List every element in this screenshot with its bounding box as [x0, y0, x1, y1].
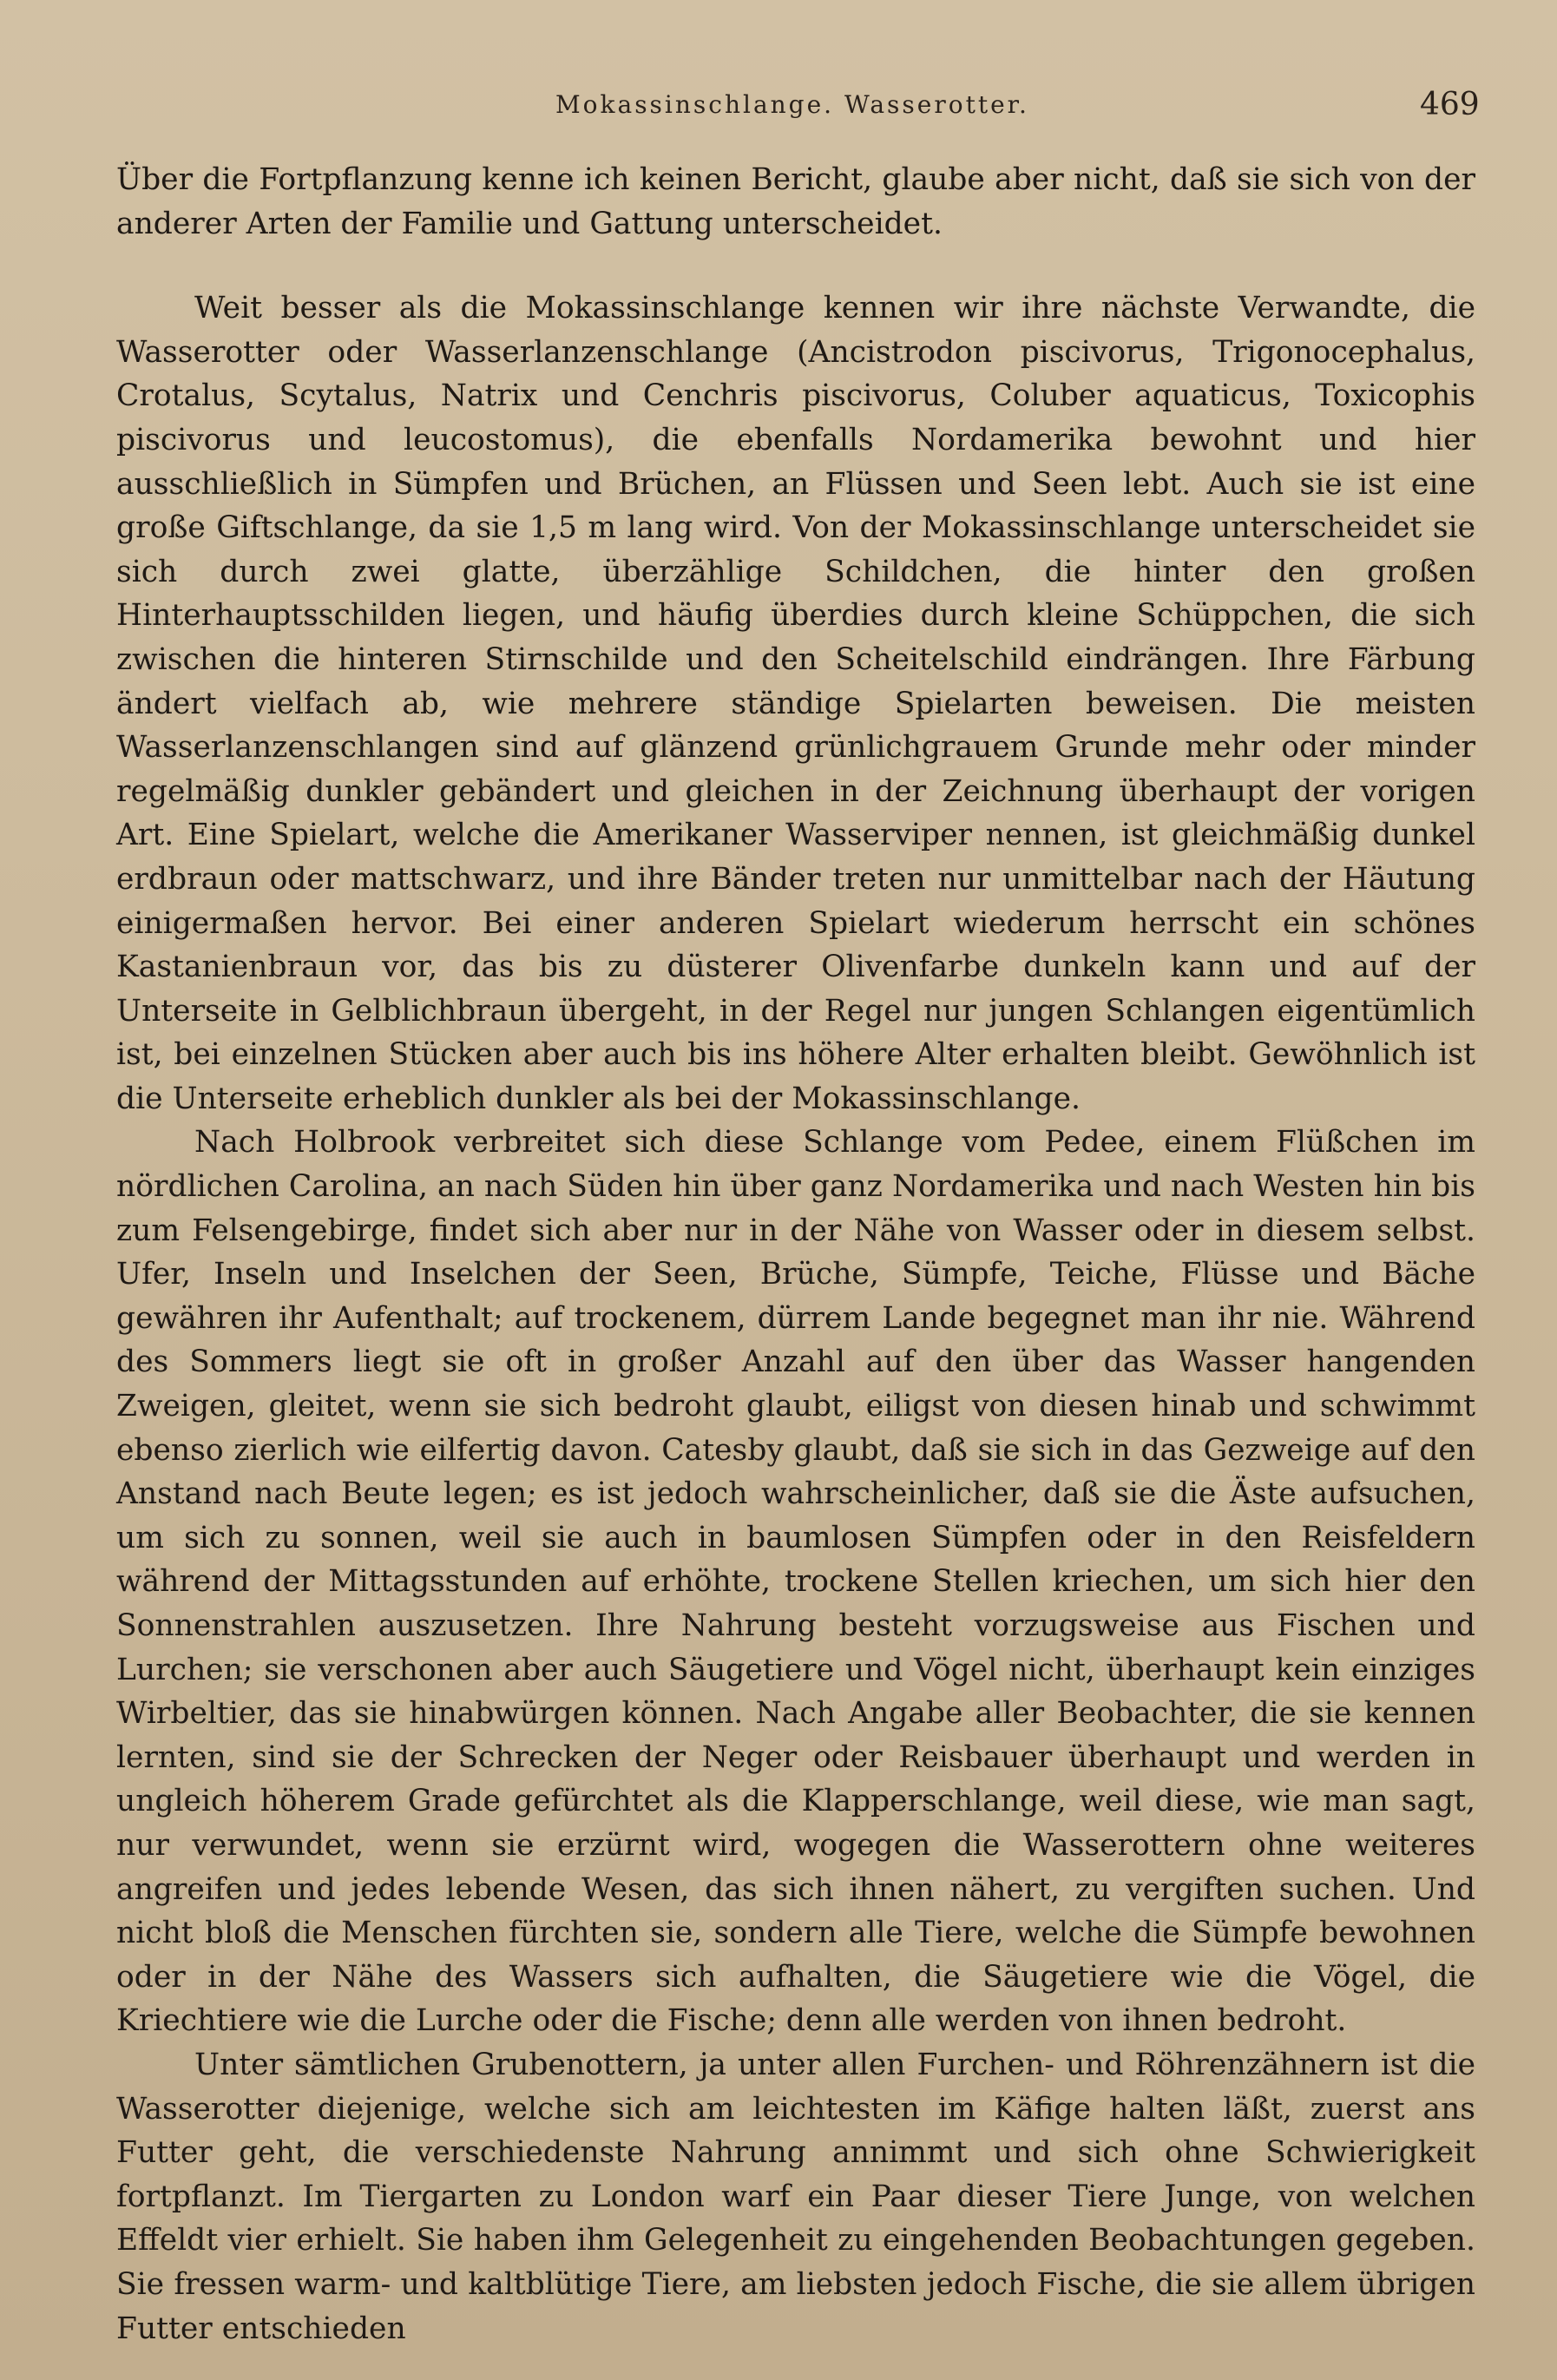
- page-header: [0, 87, 1557, 130]
- page-number: 469: [1420, 87, 1480, 122]
- paragraph-distribution-habits: Nach Holbrook verbreitet sich diese Schlange vom Pedee, einem Flüßchen im nördlichen Carolina, an nach Süden hin über ganz Nordamerika und nach Westen hin bis zum Felsengebirge, findet sich aber nur in der Nähe von Wasser oder in diesem selbst. Ufer, Inseln und Inselchen der Seen, Brüche, Sümpfe, Teiche, Flüsse und Bäche gewähren ihr Aufenthalt; auf trockenem, dürrem Lande begegnet man ihr nie. Während des Sommers liegt sie oft in großer Anzahl auf den über das Wasser hangenden Zweigen, gleitet, wenn sie sich bedroht glaubt, eiligst von diesen hinab und schwimmt ebenso zierlich wie eilfertig davon. Catesby glaubt, daß sie sich in das Gezweige auf den Anstand nach Beute legen; es ist jedoch wahrscheinlicher, daß sie die Äste aufsuchen, um sich zu sonnen, weil sie auch in baumlosen Sümpfen oder in den Reisfeldern während der Mittagsstunden auf erhöhte, trockene Stellen kriechen, um sich hier den Sonnenstrahlen auszusetzen. Ihre Nahrung besteht vorzugsweise aus Fischen und Lurchen; sie verschonen aber auch Säugetiere und Vögel nicht, überhaupt kein einziges Wirbeltier, das sie hinabwürgen können. Nach Angabe aller Beobachter, die sie kennen lernten, sind sie der Schrecken der Neger oder Reisbauer überhaupt und werden in ungleich höherem Grade gefürchtet als die Klapperschlange, weil diese, wie man sagt, nur verwundet, wenn sie erzürnt wird, wogegen die Wasserottern ohne weiteres angreifen und jedes lebende Wesen, das sich ihnen nähert, zu vergiften suchen. Und nicht bloß die Menschen fürchten sie, sondern alle Tiere, welche die Sümpfe bewohnen oder in der Nähe des Wassers sich aufhalten, die Säugetiere wie die Vögel, die Kriechtiere wie die Lurche oder die Fische; denn alle werden von ihnen bedroht.: [116, 1125, 1475, 2039]
- body-text: [116, 158, 1475, 2350]
- paragraph-captivity: Unter sämtlichen Grubenottern, ja unter allen Furchen- und Röhrenzähnern ist die Wasserotter diejenige, welche sich am leichtesten im Käfige halten läßt, zuerst ans Futter geht, die verschiedenste Nahrung annimmt und sich ohne Schwierigkeit fortpflanzt. Im Tiergarten zu London warf ein Paar dieser Tiere Junge, von welchen Effeldt vier erhielt. Sie haben ihm Gelegenheit zu eingehenden Beobachtungen gegeben. Sie fressen warm- und kaltblütige Tiere, am liebsten jedoch Fische, die sie allem übrigen Futter entschieden: [116, 2047, 1475, 2346]
- paragraph-wasserotter-description: Weit besser als die Mokassinschlange kennen wir ihre nächste Verwandte, die Wasserotter oder Wasserlanzenschlange (Ancistrodon piscivorus, Trigonocephalus, Crotalus, Scytalus, Natrix und Cenchris piscivorus, Coluber aquaticus, Toxicophis piscivorus und leucostomus), die ebenfalls Nordamerika bewohnt und hier ausschließlich in Sümpfen und Brüchen, an Flüssen und Seen lebt. Auch sie ist eine große Giftschlange, da sie 1,5 m lang wird. Von der Mokassinschlange unterscheidet sie sich durch zwei glatte, überzählige Schildchen, die hinter den großen Hinterhauptsschilden liegen, und häufig überdies durch kleine Schüppchen, die sich zwischen die hinteren Stirnschilde und den Scheitelschild eindrängen. Ihre Färbung ändert vielfach ab, wie mehrere ständige Spielarten beweisen. Die meisten Wasserlanzenschlangen sind auf glänzend grünlichgrauem Grunde mehr oder minder regelmäßig dunkler gebändert und gleichen in der Zeichnung überhaupt der vorigen Art. Eine Spielart, welche die Amerikaner Wasserviper nennen, ist gleichmäßig dunkel erdbraun oder mattschwarz, und ihre Bänder treten nur unmittelbar nach der Häutung einigermaßen hervor. Bei einer anderen Spielart wiederum herrscht ein schönes Kastanienbraun vor, das bis zu düsterer Olivenfarbe dunkeln kann und auf der Unterseite in Gelblichbraun übergeht, in der Regel nur jungen Schlangen eigentümlich ist, bei einzelnen Stücken aber auch bis ins höhere Alter erhalten bleibt. Gewöhnlich ist die Unterseite erheblich dunkler als bei der Mokassinschlange.: [116, 291, 1475, 1116]
- paragraph-reproduction: Über die Fortpflanzung kenne ich keinen Bericht, glaube aber nicht, daß sie sich von der anderer Arten der Familie und Gattung unterscheidet.: [116, 162, 1475, 241]
- running-head: Mokassinschlange. Wasserotter.: [555, 90, 1029, 119]
